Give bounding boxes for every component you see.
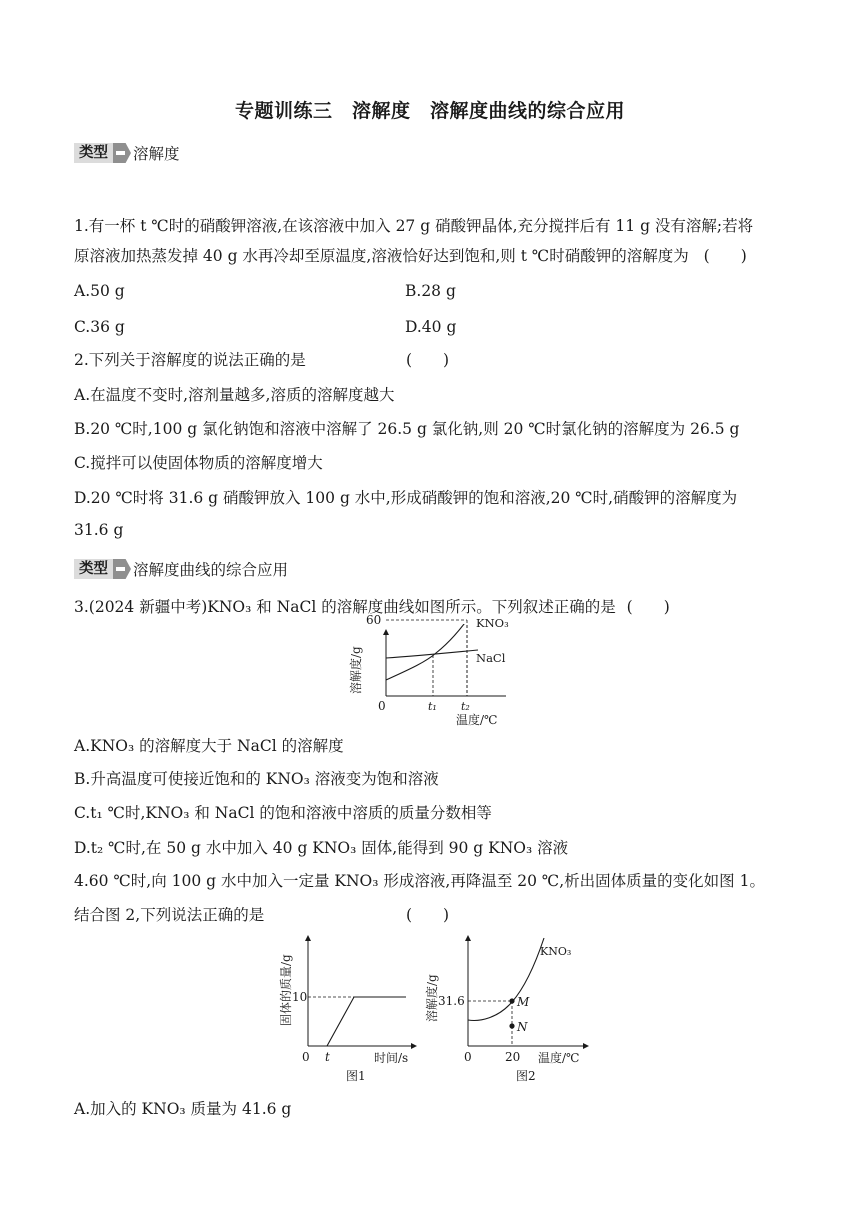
answer-blank: ( ) [406, 351, 450, 369]
x-tick-t: t [325, 1050, 330, 1064]
series-label-kno3: KNO₃ [476, 616, 509, 630]
q2-option-a: A.在温度不变时,溶剂量越多,溶质的溶解度越大 [74, 386, 395, 404]
section-header-solubility [74, 142, 180, 164]
section-two-arrow-icon [113, 559, 131, 579]
series-label-nacl: NaCl [476, 651, 506, 665]
origin-label: 0 [378, 699, 386, 713]
q3-option-c: C.t₁ ℃时,KNO₃ 和 NaCl 的饱和溶液中溶质的质量分数相等 [74, 804, 492, 822]
label-m: M [517, 995, 530, 1009]
q1-option-c: C.36 g [74, 318, 125, 336]
x-tick-20: 20 [505, 1050, 521, 1064]
y-tick-60: 60 [366, 613, 382, 627]
point-m [509, 998, 514, 1003]
answer-blank: ( ) [703, 247, 747, 265]
y-axis-label: 溶解度/g [349, 646, 363, 694]
q1-option-d: D.40 g [405, 318, 457, 336]
q2-option-b: B.20 ℃时,100 g 氯化钠饱和溶液中溶解了 26.5 g 氯化钠,则 20 ℃时氯化钠的溶解度为 26.5 g [74, 420, 740, 438]
q2-option-d-continued: 31.6 g [74, 521, 124, 539]
x-axis-label: 时间/s [374, 1051, 409, 1065]
question-1-text: 原溶液加热蒸发掉 40 g 水再冷却至原温度,溶液恰好达到饱和,则 t ℃时硝酸钾的溶解度为 [74, 247, 689, 265]
origin-label: 0 [464, 1050, 472, 1064]
figure-2-kno3-curve [420, 926, 600, 1086]
figure-2-caption: 图2 [516, 1069, 536, 1083]
q3-option-d: D.t₂ ℃时,在 50 g 水中加入 40 g KNO₃ 固体,能得到 90 g KNO₃ 溶液 [74, 839, 569, 857]
q3-option-b: B.升高温度可使接近饱和的 KNO₃ 溶液变为饱和溶液 [74, 770, 439, 788]
question-4-line-1: 4.60 ℃时,向 100 g 水中加入一定量 KNO₃ 形成溶液,再降温至 20 ℃,析出固体质量的变化如图 1。 [74, 872, 765, 890]
x-tick-t2: t₂ [461, 700, 470, 713]
section-tag: 类型 [74, 559, 113, 579]
q1-option-b: B.28 g [405, 282, 456, 300]
x-axis-label: 温度/℃ [456, 713, 498, 727]
y-tick-10: 10 [292, 990, 308, 1004]
y-axis-label: 溶解度/g [425, 974, 439, 1022]
x-axis-label: 温度/℃ [538, 1051, 580, 1065]
section-header-curves [74, 558, 288, 580]
kno3-curve [468, 938, 544, 1020]
answer-blank: ( ) [626, 598, 670, 616]
question-2-text: 2.下列关于溶解度的说法正确的是 [74, 351, 306, 369]
section-one-arrow-icon [113, 143, 131, 163]
y-tick-31-6: 31.6 [438, 994, 465, 1008]
q4-option-a: A.加入的 KNO₃ 质量为 41.6 g [74, 1100, 292, 1118]
section-label: 溶解度曲线的综合应用 [133, 561, 289, 579]
x-tick-t1: t₁ [428, 700, 437, 713]
question-2 [74, 349, 450, 371]
section-label: 溶解度 [133, 145, 180, 163]
answer-blank: ( ) [406, 906, 450, 924]
mass-curve [327, 997, 406, 1046]
q2-option-c: C.搅拌可以使固体物质的溶解度增大 [74, 454, 323, 472]
q1-option-a: A.50 g [74, 282, 125, 300]
series-label-kno3: KNO₃ [540, 945, 572, 958]
question-3-text: 3.(2024 新疆中考)KNO₃ 和 NaCl 的溶解度曲线如图所示。下列叙述正确的是 [74, 598, 616, 616]
y-axis-label: 固体的质量/g [279, 954, 293, 1026]
question-1-line-1: 1.有一杯 t ℃时的硝酸钾溶液,在该溶液中加入 27 g 硝酸钾晶体,充分搅拌后有 11 g 没有溶解;若将 [74, 217, 754, 235]
label-n: N [517, 1020, 528, 1034]
figure-1-solid-mass [266, 926, 426, 1086]
origin-label: 0 [302, 1050, 310, 1064]
page-title: 专题训练三 溶解度 溶解度曲线的综合应用 [234, 100, 625, 122]
q2-option-d: D.20 ℃时将 31.6 g 硝酸钾放入 100 g 水中,形成硝酸钾的饱和溶液,20 ℃时,硝酸钾的溶解度为 [74, 489, 738, 507]
point-n [509, 1023, 514, 1028]
question-1-line-2 [74, 245, 747, 267]
question-4-line-2 [74, 904, 450, 926]
figure-kno3-nacl-labels [340, 606, 530, 728]
question-4-text: 结合图 2,下列说法正确的是 [74, 906, 265, 924]
q3-option-a: A.KNO₃ 的溶解度大于 NaCl 的溶解度 [74, 737, 344, 755]
section-tag: 类型 [74, 143, 113, 163]
figure-1-caption: 图1 [346, 1069, 366, 1083]
